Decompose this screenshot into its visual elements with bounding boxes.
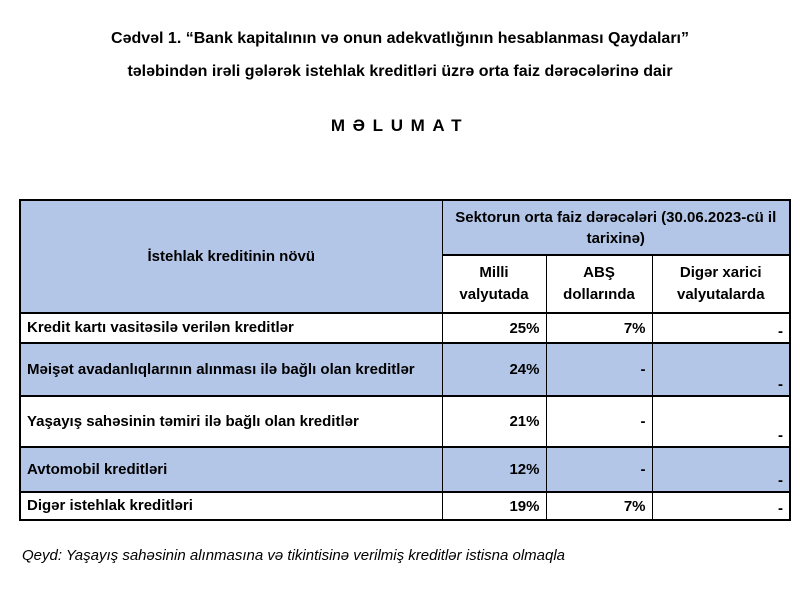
usd-rate-cell: - bbox=[546, 343, 652, 396]
table-row bbox=[20, 396, 790, 447]
credit-type-cell: Məişət avadanlıqlarının alınması ilə bağlı olan kreditlər bbox=[20, 343, 442, 396]
document-title-line1: Cədvəl 1. “Bank kapitalının və onun adekvatlığının hesablanması Qaydaları” bbox=[111, 30, 689, 47]
usd-rate-cell: - bbox=[546, 396, 652, 447]
credit-type-cell: Kredit kartı vasitəsilə verilən kreditlər bbox=[20, 313, 442, 343]
credit-type-cell: Digər istehlak kreditləri bbox=[20, 492, 442, 520]
table-row bbox=[20, 492, 790, 520]
credit-type-column-header: İstehlak kreditinin növü bbox=[20, 200, 442, 313]
milli-rate-cell: 25% bbox=[442, 313, 546, 343]
other-rate-cell: - bbox=[652, 492, 790, 520]
usd-rate-cell: 7% bbox=[546, 313, 652, 343]
milli-column-header: Milli valyutada bbox=[442, 255, 546, 313]
milli-rate-cell: 12% bbox=[442, 447, 546, 492]
milli-rate-cell: 21% bbox=[442, 396, 546, 447]
other-rate-cell: - bbox=[652, 396, 790, 447]
other-currency-column-header: Digər xarici valyutalarda bbox=[652, 255, 790, 313]
table-row bbox=[20, 343, 790, 396]
footnote: Qeyd: Yaşayış sahəsinin alınmasına və tikintisinə verilmiş kreditlər istisna olmaqla bbox=[22, 547, 566, 564]
usd-rate-cell: 7% bbox=[546, 492, 652, 520]
table-row bbox=[20, 447, 790, 492]
milli-rate-cell: 19% bbox=[442, 492, 546, 520]
table-header-row-group bbox=[20, 200, 790, 255]
other-rate-cell: - bbox=[652, 447, 790, 492]
credit-type-cell: Avtomobil kreditləri bbox=[20, 447, 442, 492]
interest-rates-table bbox=[19, 199, 791, 521]
sector-rates-group-header: Sektorun orta faiz dərəcələri (30.06.2023-cü il tarixinə) bbox=[442, 200, 790, 255]
document-title-line2: tələbindən irəli gələrək istehlak kreditləri üzrə orta faiz dərəcələrinə dair bbox=[127, 63, 673, 80]
usd-column-header: ABŞ dollarında bbox=[546, 255, 652, 313]
credit-type-cell: Yaşayış sahəsinin təmiri ilə bağlı olan kreditlər bbox=[20, 396, 442, 447]
milli-rate-cell: 24% bbox=[442, 343, 546, 396]
document-title bbox=[0, 0, 800, 88]
table-row bbox=[20, 313, 790, 343]
other-rate-cell: - bbox=[652, 313, 790, 343]
document-heading: MƏLUMAT bbox=[330, 116, 470, 135]
other-rate-cell: - bbox=[652, 343, 790, 396]
usd-rate-cell: - bbox=[546, 447, 652, 492]
